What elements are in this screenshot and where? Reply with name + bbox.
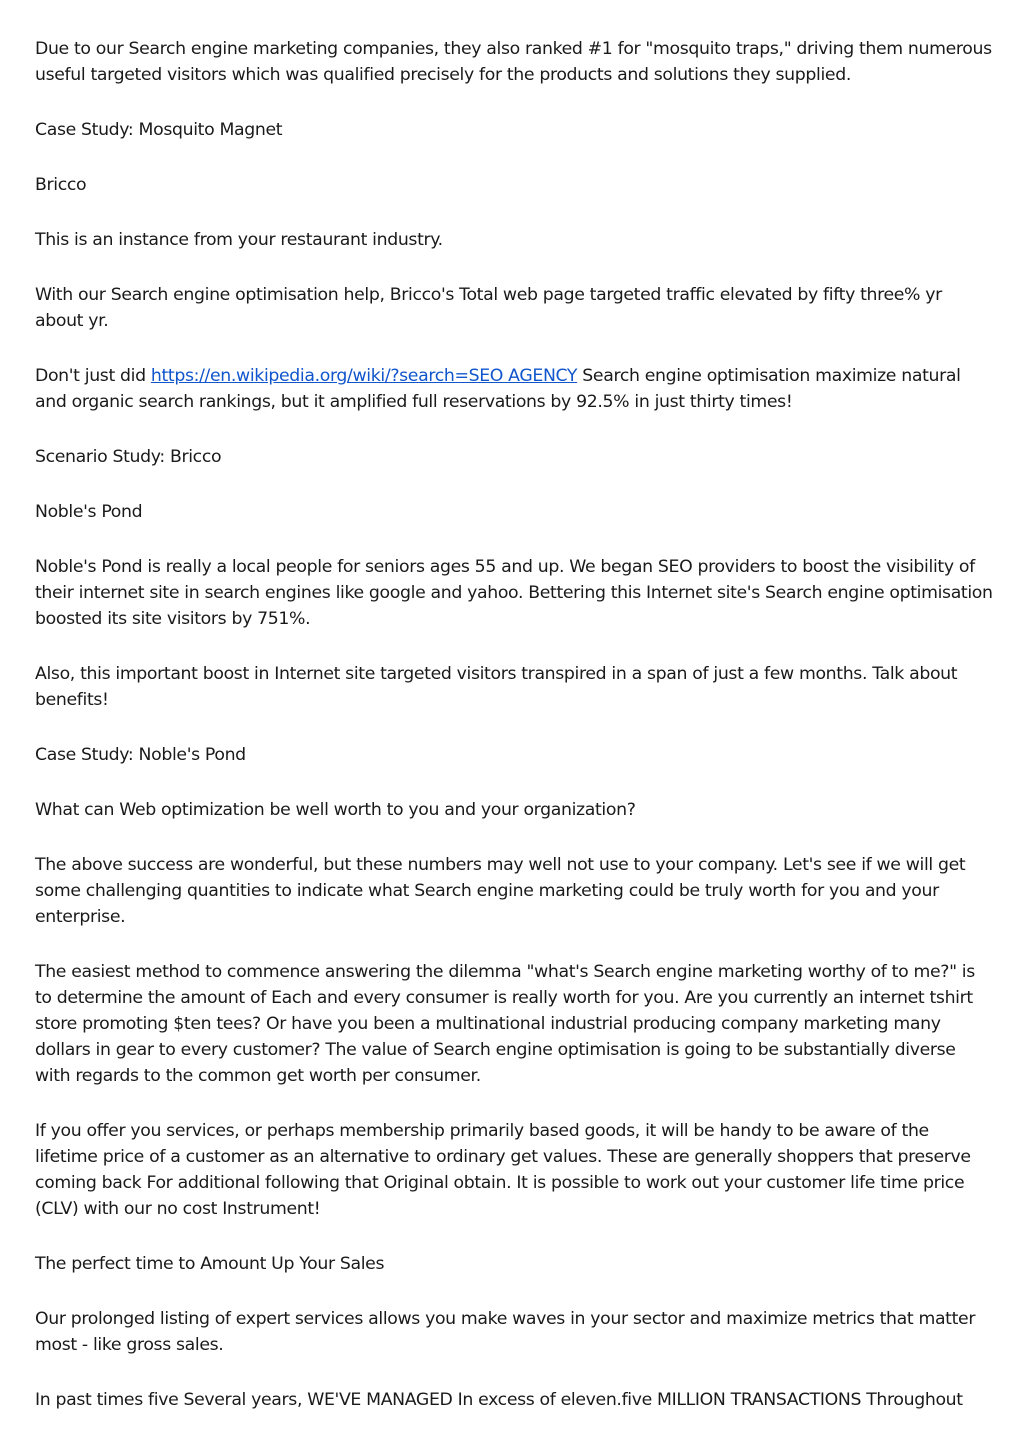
paragraph-restaurant-instance: This is an instance from your restaurant industry.	[35, 230, 443, 250]
link-suffix-text: Search engine optimisation maximize natural and organic search rankings, but it amplified full reservations by 92.5% in just thirty times!	[35, 366, 961, 412]
heading-bricco: Bricco	[35, 175, 87, 195]
heading-level-up-sales: The perfect time to Amount Up Your Sales	[35, 1254, 385, 1274]
paragraph-expert-services: Our prolonged listing of expert services allows you make waves in your sector and maximize metrics that matter most - like gross sales.	[35, 1309, 976, 1355]
paragraph-consumer-worth: The easiest method to commence answering the dilemma "what's Search engine marketing worthy of to me?" is to determine the amount of Each and every consumer is really worth for you. Are you currently an internet tshirt store promoting $ten tees? Or have you been a multinational industrial producing company marketing many dollars in gear to every customer? The value of Search engine optimisation is going to be substantially diverse with regards to the common get worth per consumer.	[35, 962, 975, 1086]
paragraph-transactions: In past times five Several years, WE'VE MANAGED In excess of eleven.five MILLION TRANSACTIONS Throughout	[35, 1390, 963, 1410]
heading-nobles-pond: Noble's Pond	[35, 502, 143, 522]
paragraph-bricco-reservations	[35, 363, 995, 415]
document-body	[35, 36, 995, 1442]
paragraph-nobles-pond-seo: Noble's Pond is really a local people for seniors ages 55 and up. We began SEO providers to boost the visibility of their internet site in search engines like google and yahoo. Bettering this Internet site's Search engine optimisation boosted its site visitors by 751%.	[35, 557, 993, 629]
case-study-mosquito-magnet: Case Study: Mosquito Magnet	[35, 120, 283, 140]
paragraph-success-numbers: The above success are wonderful, but these numbers may well not use to your company. Let's see if we will get some challenging quantities to indicate what Search engine marketing could be truly worth for you and your enterprise.	[35, 855, 966, 927]
paragraph-nobles-pond-boost: Also, this important boost in Internet site targeted visitors transpired in a span of just a few months. Talk about benefits!	[35, 664, 958, 710]
paragraph-lifetime-value: If you offer you services, or perhaps membership primarily based goods, it will be handy to be aware of the lifetime price of a customer as an alternative to ordinary get values. These are generally shoppers that preserve coming back For additional following that Original obtain. It is possible to work out your customer life time price (CLV) with our no cost Instrument!	[35, 1121, 971, 1219]
paragraph-mosquito-ranking: Due to our Search engine marketing companies, they also ranked #1 for "mosquito traps," driving them numerous useful targeted visitors which was qualified precisely for the products and solutions they supplied.	[35, 39, 992, 85]
seo-agency-link[interactable]: https://en.wikipedia.org/wiki/?search=SEO AGENCY	[150, 366, 578, 386]
question-seo-worth: What can Web optimization be well worth to you and your organization?	[35, 800, 636, 820]
case-study-nobles-pond: Case Study: Noble's Pond	[35, 745, 246, 765]
link-prefix-text: Don't just did	[35, 366, 151, 386]
scenario-study-bricco: Scenario Study: Bricco	[35, 447, 222, 467]
paragraph-bricco-traffic: With our Search engine optimisation help, Bricco's Total web page targeted traffic elevated by fifty three% yr about yr.	[35, 285, 942, 331]
